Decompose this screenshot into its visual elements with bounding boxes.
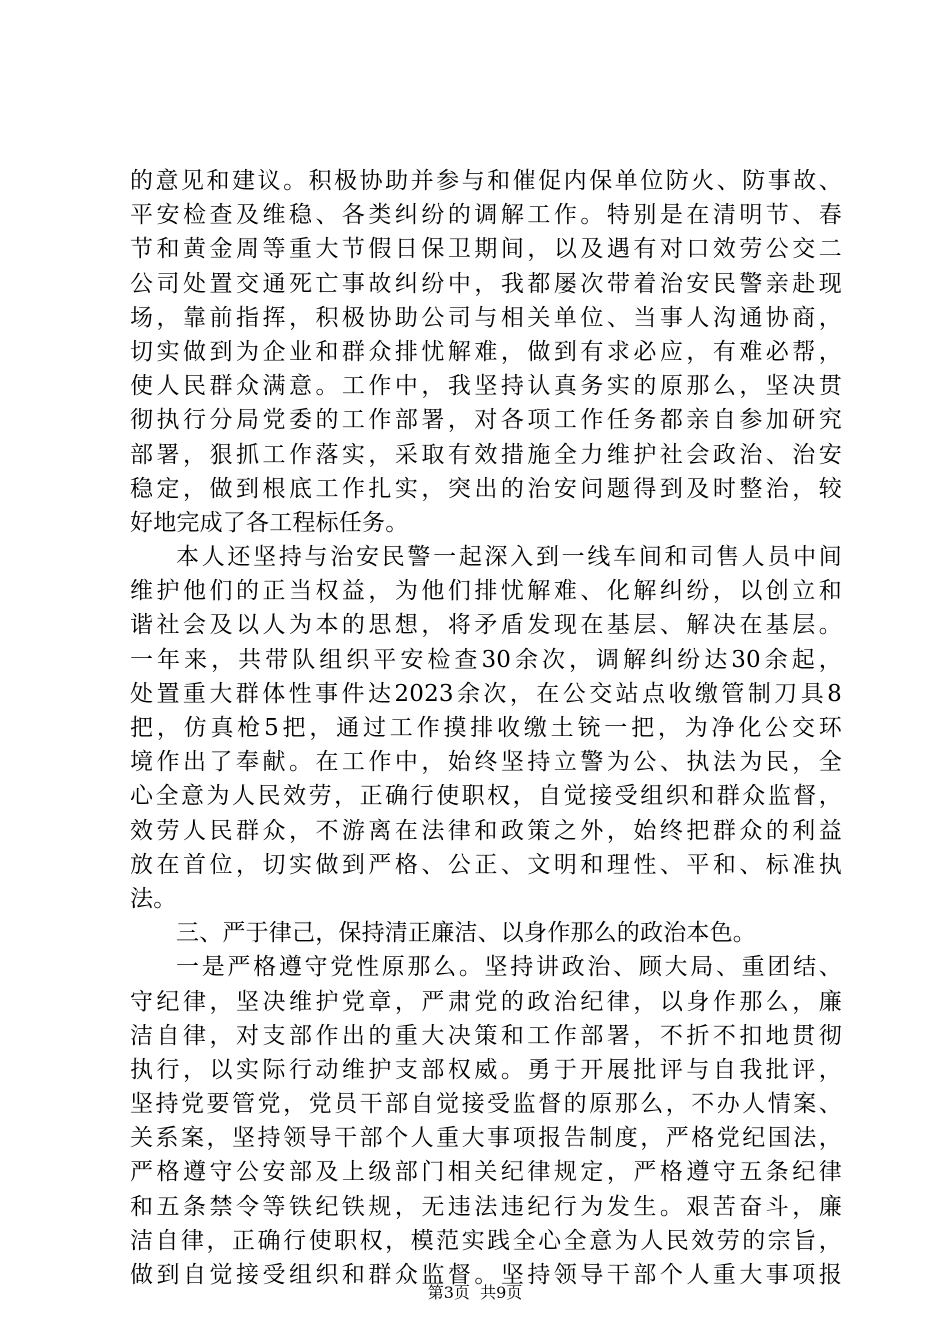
text-line: 场，靠前指挥，积极协助公司与相关单位、当事人沟通协商， bbox=[130, 304, 842, 331]
text-line: 洁自律，正确行使职权，模范实践全心全意为人民效劳的宗旨， bbox=[130, 1227, 842, 1254]
text-line: 关系案，坚持领导干部个人重大事项报告制度，严格党纪国法， bbox=[130, 1125, 842, 1152]
text-line: 放在首位，切实做到严格、公正、文明和理性、平和、标准执 bbox=[130, 851, 842, 878]
text-line: 谐社会及以人为本的思想，将矛盾发现在基层、解决在基层。 bbox=[130, 612, 842, 639]
text-line: 的意见和建议。积极协助并参与和催促内保单位防火、防事故、 bbox=[130, 168, 842, 194]
text-line: 境作出了奉献。在工作中，始终坚持立警为公、执法为民，全 bbox=[130, 749, 842, 776]
text-line: 坚持党要管党，党员干部自觉接受监督的原那么，不办人情案、 bbox=[130, 1091, 842, 1118]
text-line: 使人民群众满意。工作中，我坚持认真务实的原那么，坚决贯 bbox=[130, 373, 842, 400]
text-line: 好地完成了各工程标任务。 bbox=[130, 509, 409, 536]
text-line: 维护他们的正当权益，为他们排忧解难、化解纠纷，以创立和 bbox=[130, 578, 842, 605]
text-line: 公司处置交通死亡事故纠纷中，我都屡次带着治安民警亲赴现 bbox=[130, 270, 842, 297]
text-line: 洁自律，对支部作出的重大决策和工作部署，不折不扣地贯彻 bbox=[130, 1022, 842, 1049]
text-line: 切实做到为企业和群众排忧解难，做到有求必应，有难必帮， bbox=[130, 338, 842, 365]
text-line: 法。 bbox=[130, 885, 177, 912]
text-line: 执行，以实际行动维护支部权威。勇于开展批评与自我批评， bbox=[130, 1056, 842, 1083]
text-line: 平安检查及维稳、各类纠纷的调解工作。特别是在清明节、春 bbox=[130, 202, 842, 229]
text-line: 稳定，做到根底工作扎实，突出的治安问题得到及时整治，较 bbox=[130, 475, 842, 502]
text-line: 和五条禁令等铁纪铁规，无违法违纪行为发生。艰苦奋斗，廉 bbox=[130, 1193, 842, 1220]
text-line: 一年来，共带队组织平安检查30余次，调解纠纷达30余起， bbox=[130, 646, 842, 673]
text-line: 三、严于律己，保持清正廉洁、以身作那么的政治本色。 bbox=[176, 920, 756, 947]
text-line: 部署，狠抓工作落实，采取有效措施全力维护社会政治、治安 bbox=[130, 441, 842, 468]
text-line: 一是严格遵守党性原那么。坚持讲政治、顾大局、重团结、 bbox=[176, 954, 842, 981]
total-pages: 共9页 bbox=[480, 1283, 523, 1302]
text-line: 处置重大群体性事件达2023余次，在公交站点收缴管制刀具8 bbox=[130, 680, 842, 707]
text-line: 严格遵守公安部及上级部门相关纪律规定，严格遵守五条纪律 bbox=[130, 1159, 842, 1186]
text-line: 心全意为人民效劳，正确行使职权，自觉接受组织和群众监督， bbox=[130, 783, 842, 810]
text-line: 守纪律，坚决维护党章，严肃党的政治纪律，以身作那么，廉 bbox=[130, 988, 842, 1015]
footer-separator bbox=[470, 1283, 480, 1302]
page-number: 第3页 bbox=[427, 1283, 470, 1302]
document-body bbox=[130, 164, 842, 1292]
text-line: 节和黄金周等重大节假日保卫期间，以及遇有对口效劳公交二 bbox=[130, 236, 842, 263]
text-line: 把，仿真枪5把，通过工作摸排收缴土铳一把，为净化公交环 bbox=[130, 715, 842, 741]
text-line: 彻执行分局党委的工作部署，对各项工作任务都亲自参加研究 bbox=[130, 407, 842, 434]
page-footer bbox=[0, 1283, 950, 1303]
text-line: 做到自觉接受组织和群众监督。坚持领导干部个人重大事项报 bbox=[130, 1262, 842, 1288]
text-line: 效劳人民群众，不游离在法律和政策之外，始终把群众的利益 bbox=[130, 817, 842, 844]
text-line: 本人还坚持与治安民警一起深入到一线车间和司售人员中间 bbox=[176, 544, 842, 571]
